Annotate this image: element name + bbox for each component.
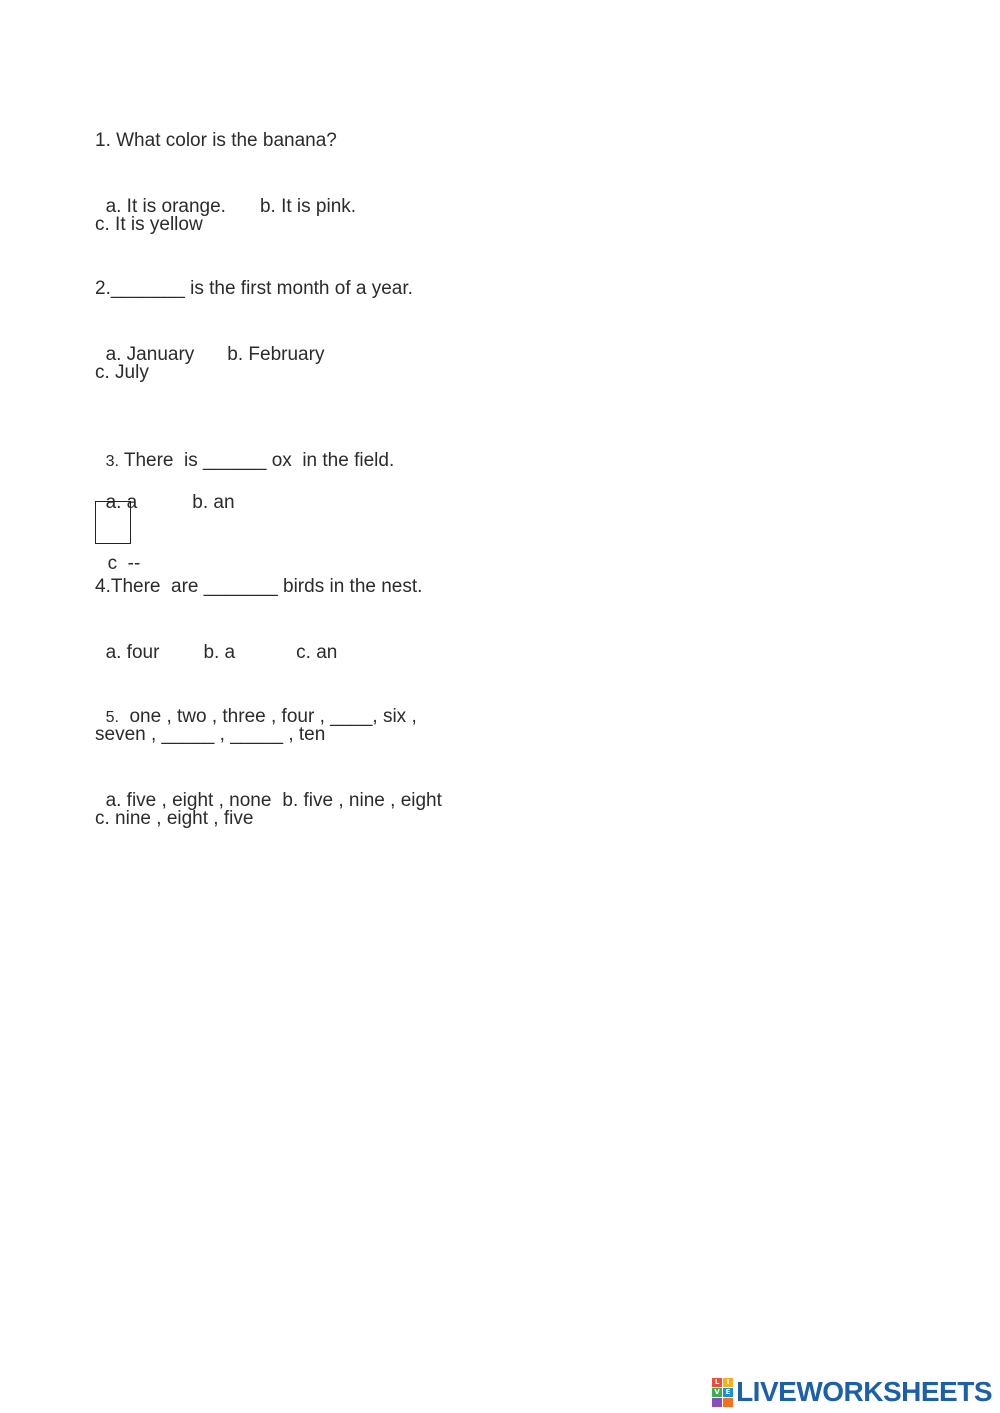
logo-block: I — [723, 1378, 733, 1387]
question-3-text: There is ______ ox in the field. — [118, 450, 395, 471]
logo-blocks-icon — [712, 1378, 733, 1407]
question-5-option-c[interactable]: c. nine , eight , five — [95, 808, 254, 829]
logo-block: V — [712, 1388, 722, 1397]
logo-block — [723, 1398, 733, 1407]
question-2-option-b[interactable]: b. February — [227, 344, 325, 365]
question-5-text-line-2: seven , _____ , _____ , ten — [95, 724, 326, 745]
question-1-option-c[interactable]: c. It is yellow — [95, 214, 203, 235]
question-4-text: 4.There are _______ birds in the nest. — [95, 576, 423, 597]
question-2-option-a[interactable]: a. January — [105, 344, 195, 365]
question-1-text: 1. What color is the banana? — [95, 130, 337, 151]
question-5-option-a[interactable]: a. five , eight , none — [105, 790, 272, 811]
question-1-options-row-1 — [95, 171, 356, 219]
question-1-option-b[interactable]: b. It is pink. — [259, 196, 357, 217]
logo-block: L — [712, 1378, 722, 1387]
question-1-option-a[interactable]: a. It is orange. — [105, 196, 226, 217]
question-5-number: 5. — [105, 709, 119, 726]
question-5-text: one , two , three , four , ____, six , — [118, 706, 417, 727]
question-4-option-c[interactable]: c. an — [296, 642, 338, 663]
question-3-option-c: c -- — [107, 553, 141, 574]
question-2-text: 2._______ is the first month of a year. — [95, 278, 413, 299]
question-3-option-a[interactable]: a. a — [105, 492, 138, 513]
question-4-option-b[interactable]: b. a — [203, 642, 236, 663]
logo-block: E — [723, 1388, 733, 1397]
question-5-options-row-1 — [95, 765, 442, 813]
question-3-number: 3. — [105, 453, 119, 470]
liveworksheets-logo — [712, 1377, 992, 1407]
logo-text: LIVEWORKSHEETS — [736, 1376, 992, 1407]
question-3-option-b[interactable]: b. an — [192, 492, 235, 513]
question-4-options-row-1 — [95, 617, 337, 665]
logo-block — [712, 1398, 722, 1407]
question-5-option-b[interactable]: b. five , nine , eight — [282, 790, 442, 811]
question-4-option-a[interactable]: a. four — [105, 642, 160, 663]
question-2-options-row-1 — [95, 319, 324, 367]
question-2-option-c[interactable]: c. July — [95, 362, 149, 383]
